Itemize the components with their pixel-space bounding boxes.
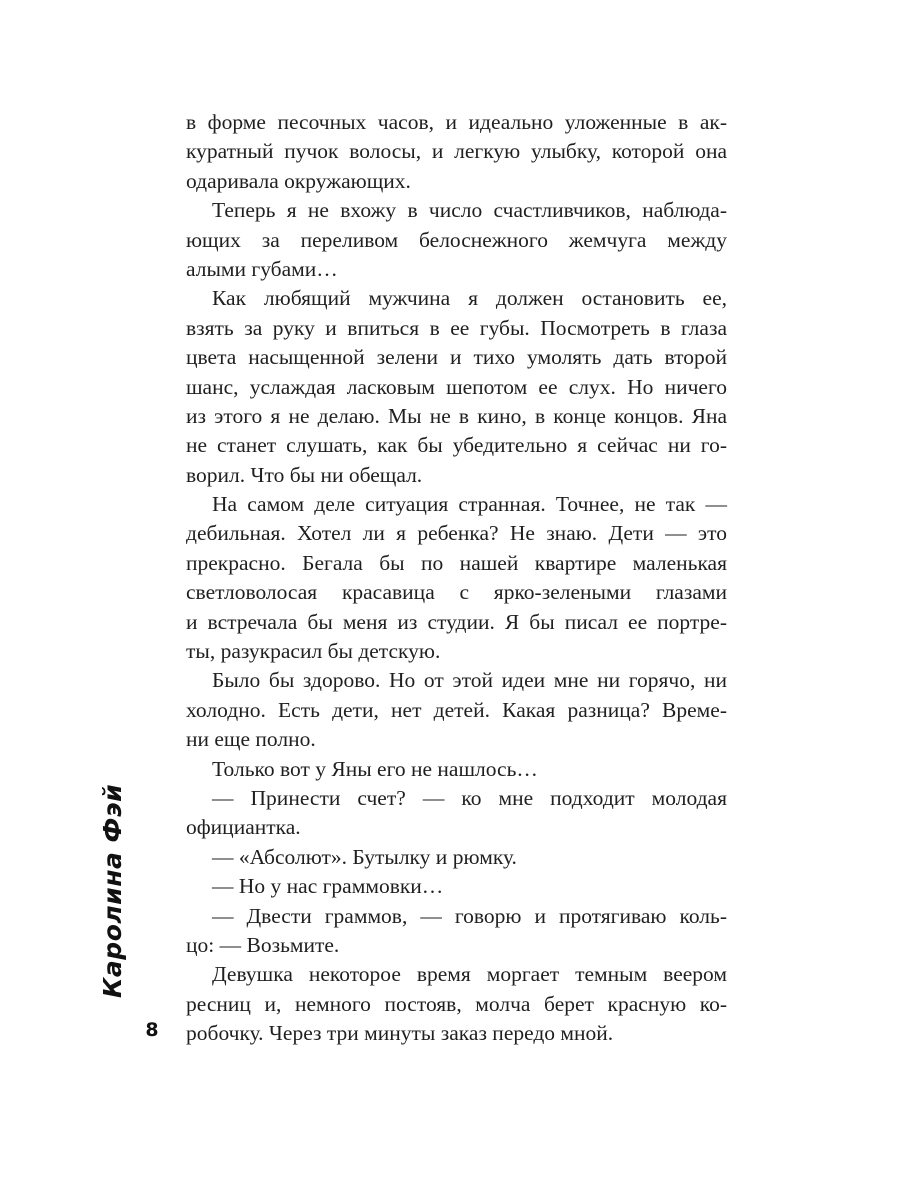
body-text	[186, 108, 727, 1049]
text-line: ты, разукрасил бы детскую.	[186, 639, 441, 664]
text-line: цо: — Возьмите.	[186, 932, 340, 957]
author-running-head: Каролина Фэй	[98, 783, 127, 998]
text-line: ресниц и, немного постояв, молча берет красную ко-	[186, 991, 727, 1016]
text-line: На самом деле ситуация странная. Точнее, не так —	[212, 492, 727, 517]
text-line: прекрасно. Бегала бы по нашей квартире маленькая	[186, 550, 727, 575]
text-line: ни еще полно.	[186, 727, 316, 752]
text-line: алыми губами…	[186, 256, 338, 281]
text-line: официантка.	[186, 815, 301, 840]
text-line: — «Абсолют». Бутылку и рюмку.	[212, 844, 517, 869]
text-line: не станет слушать, как бы убедительно я сейчас ни го-	[186, 433, 727, 458]
text-line: Теперь я не вхожу в число счастливчиков, наблюда-	[212, 198, 727, 223]
page-number: 8	[145, 1019, 159, 1041]
text-line: и встречала бы меня из студии. Я бы писал ее портре-	[186, 609, 727, 634]
text-line: — Но у нас граммовки…	[212, 874, 444, 899]
text-line: шанс, услаждая ласковым шепотом ее слух. Но ничего	[186, 374, 727, 399]
text-line: Как любящий мужчина я должен остановить ее,	[212, 286, 727, 311]
text-line: — Принести счет? — ко мне подходит молодая	[212, 785, 727, 810]
text-line: дебильная. Хотел ли я ребенка? Не знаю. Дети — это	[186, 521, 727, 546]
text-line: одаривала окружающих.	[186, 168, 411, 193]
text-line: Только вот у Яны его не нашлось…	[212, 756, 538, 781]
text-line: светловолосая красавица с ярко-зелеными глазами	[186, 580, 727, 605]
text-line: холодно. Есть дети, нет детей. Какая разница? Време-	[186, 697, 727, 722]
text-line: Было бы здорово. Но от этой идеи мне ни горячо, ни	[212, 668, 727, 693]
text-line: робочку. Через три минуты заказ передо мной.	[186, 1021, 614, 1046]
text-line: в форме песочных часов, и идеально уложенные в ак-	[186, 110, 727, 134]
text-line: цвета насыщенной зелени и тихо умолять дать второй	[186, 345, 727, 370]
text-line: ворил. Что бы ни обещал.	[186, 462, 423, 487]
text-line: — Двести граммов, — говорю и протягиваю коль-	[212, 903, 727, 928]
text-line: из этого я не делаю. Мы не в кино, в конце концов. Яна	[186, 403, 727, 428]
text-line: ющих за переливом белоснежного жемчуга между	[186, 227, 727, 252]
text-line: взять за руку и впиться в ее губы. Посмотреть в глаза	[186, 315, 727, 340]
text-line: Девушка некоторое время моргает темным веером	[212, 962, 727, 987]
text-line: куратный пучок волосы, и легкую улыбку, которой она	[186, 139, 727, 164]
